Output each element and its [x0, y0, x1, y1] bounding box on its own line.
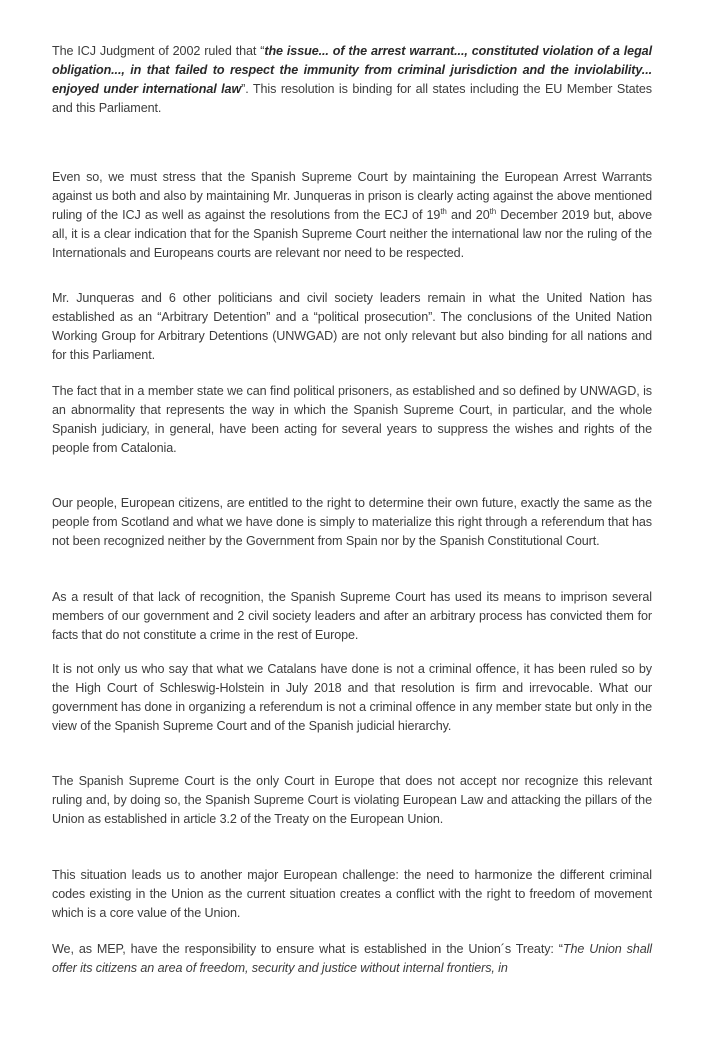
text-run: and 20	[446, 208, 490, 222]
paragraph-lack-of-recognition: As a result of that lack of recognition, the Spanish Supreme Court has used its means to imprison several members of our government and 2 civil society leaders and after an arbitrary process has convicted them for facts that do not constitute a crime in the rest of Europe.	[52, 590, 652, 642]
paragraph-mep-responsibility	[52, 940, 652, 978]
icj-quote: the issue... of the arrest warrant..., constituted violation of a legal obligation..., in that failed to respect the immunity from criminal jurisdiction and the inviolability... enjoyed under international law	[52, 44, 652, 96]
paragraph-not-criminal: It is not only us who say that what we Catalans have done is not a criminal offence, it has been ruled so by the High Court of Schleswig-Holstein in July 2018 and that resolution is firm and irrevocable. What our government has done in organizing a referendum is not a criminal offence in any member state but only in the view of the Spanish Supreme Court and of the Spanish judicial hierarchy.	[52, 662, 652, 733]
treaty-quote: The Union shall offer its citizens an area of freedom, security and justice without internal frontiers, in	[52, 942, 652, 975]
text-run: Even so, we must stress that the Spanish Supreme Court by maintaining the European Arrest Warrants against us both and also by maintaining Mr. Junqueras in prison is clearly acting against the above mentioned ruling of the ICJ as well as against the resolutions from the ECJ of 19	[52, 170, 652, 222]
text-run: We, as MEP, have the responsibility to ensure what is established in the Union´s Treaty: “	[52, 942, 563, 956]
paragraph-our-people: Our people, European citizens, are entitled to the right to determine their own future, exactly the same as the people from Scotland and what we have done is simply to materialize this right through a referendum that has not been recognized neither by the Government from Spain nor by the Spanish Constitutional Court.	[52, 496, 652, 548]
paragraph-even-so	[52, 168, 652, 263]
ordinal-suffix: th	[440, 206, 447, 216]
paragraph-only-court: The Spanish Supreme Court is the only Court in Europe that does not accept nor recognize this relevant ruling and, by doing so, the Spanish Supreme Court is violating European Law and attacking the pillars of the Union as established in article 3.2 of the Treaty on the European Union.	[52, 774, 652, 826]
text-run: ”. This resolution is binding for all states including the EU Member States and this Parliament.	[52, 82, 652, 115]
paragraph-icj-judgment	[52, 42, 652, 118]
paragraph-political-prisoners: The fact that in a member state we can find political prisoners, as established and so defined by UNWAGD, is an abnormality that represents the way in which the Spanish Supreme Court, in particular, and the whole Spanish judiciary, in general, have been acting for several years to suppress the wishes and rights of the people from Catalonia.	[52, 384, 652, 455]
ordinal-suffix: th	[489, 206, 497, 216]
paragraph-harmonize: This situation leads us to another major European challenge: the need to harmonize the different criminal codes existing in the Union as the current situation creates a conflict with the right to freedom of movement which is a core value of the Union.	[52, 868, 652, 920]
text-run: The ICJ Judgment of 2002 ruled that “	[52, 44, 265, 58]
text-run: December 2019 but, above all, it is a clear indication that for the Spanish Supreme Court neither the international law nor the ruling of the Internationals and Europeans courts are relevant nor need to be respected.	[52, 208, 652, 260]
paragraph-junqueras: Mr. Junqueras and 6 other politicians and civil society leaders remain in what the United Nation has established as an “Arbitrary Detention” and a “political prosecution”. The conclusions of the United Nation Working Group for Arbitrary Detentions (UNWGAD) are not only relevant but also binding for all nations and for this Parliament.	[52, 291, 652, 362]
